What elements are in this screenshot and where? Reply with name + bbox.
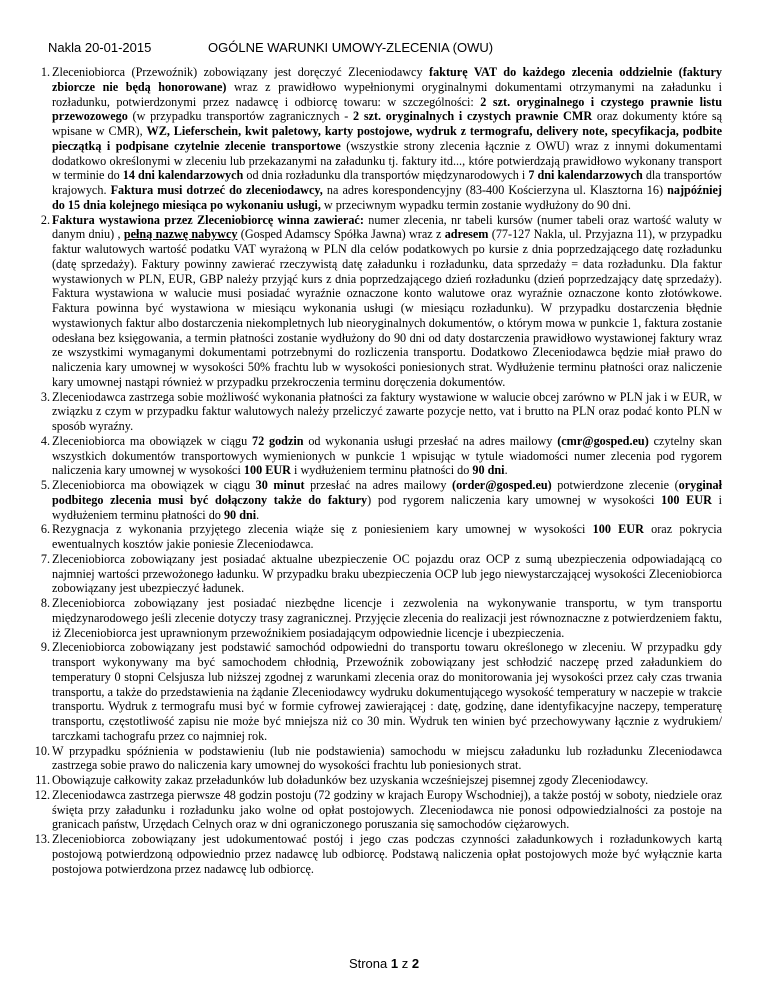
term-text-bold: 2 szt. oryginalnego i czystego prawnie listu przewozowego bbox=[52, 94, 722, 124]
term-text: wraz z prawidłowo wypełnionymi oryginalnymi dokumentami otrzymanymi na załadunku i rozładunku, potwierdzonymi przez nadawcę i odbiorcę towaru: w szczególności: bbox=[52, 79, 722, 109]
term-text-bold bbox=[124, 227, 238, 241]
term-item bbox=[34, 478, 722, 522]
term-item bbox=[34, 65, 722, 213]
term-text-underlined: pełną nazwę nabywcy bbox=[123, 227, 238, 242]
term-number: 8. bbox=[40, 596, 50, 610]
term-number: 4. bbox=[40, 433, 50, 448]
term-number: 11. bbox=[35, 773, 50, 787]
term-text: . bbox=[504, 463, 508, 478]
term-text-bold: (cmr@gosped.eu) bbox=[557, 433, 649, 448]
term-number: 9. bbox=[40, 640, 50, 655]
term-text-bold: adresem bbox=[444, 227, 489, 242]
footer-prefix: Strona bbox=[348, 956, 391, 971]
term-text-bold: 30 minut bbox=[255, 478, 305, 492]
term-text-bold: oryginał podbitego zlecenia musi być dołączony także do faktury bbox=[52, 478, 722, 507]
term-text: Zleceniobiorca (Przewoźnik) zobowiązany jest doręczyć Zleceniodawcy bbox=[52, 65, 430, 79]
term-number: 5. bbox=[40, 478, 50, 492]
term-text: (77-127 Nakla, ul. Przyjazna 11), w przypadku faktur walutowych wartość podatku VAT wyrażoną w PLN dla celów podatkowych po kursie z dnia poprzedzającego datę rozładunku (datę sprzedaży). Faktury powinny zawierać rzeczywistą datę załadunku i rozładunku, data sprzedaży = data rozładunku. Dla faktur wystawionych w PLN, EUR, GBP należy przyjąć kurs z dnia poprzedzającego dzień rozładunku (dzień poprzedzający datę sprzedaży). Faktura wystawiona w walucie musi posiadać wyraźnie oznaczone konto walutowe oraz wyraźnie oznaczone konto złotówkowe. Faktura powinna być wystawiona w miesiącu wykonania usługi (w miesiącu rozładunku). W przypadku dostarczenia błędnie wystawionych faktur albo dostarczenia niekompletnych lub nieoryginalnych dokumentów, o którym mowa w punkcie 1, faktura zostanie odesłana bez księgowania, a termin płatności zostanie wydłużony do 90 dni od daty dostarczenia prawidłowo wystawionej faktury wraz ze wszystkimi wymaganymi dokumentami potrzebnymi do rozliczenia transportu. Dodatkowo Zleceniodawca będzie miał prawo do naliczenia kary umownej w wysokości 50% frachtu lub w wysokości poniesionych strat. Wydłużenie terminu płatności oraz naliczenie kary umownej nastąpi również w przypadku przekroczenia terminu doręczenia dokumentów. bbox=[52, 227, 722, 389]
term-text: potwierdzone zlecenie ( bbox=[551, 478, 679, 492]
term-item bbox=[34, 434, 722, 478]
term-text: ) pod rygorem naliczenia kary umownej w wysokości bbox=[367, 492, 662, 507]
term-text: dla transportów krajowych. bbox=[52, 168, 722, 197]
term-text-bold: 100 EUR bbox=[243, 463, 291, 478]
term-text: oraz dokumenty które są wpisane w CMR), bbox=[52, 109, 722, 138]
page-footer bbox=[0, 956, 768, 971]
term-number: 7. bbox=[40, 551, 50, 566]
term-number: 6. bbox=[40, 522, 50, 537]
term-text: numer zlecenia, nr tabeli kursów (numer tabeli oraz wartość waluty w danym dniu) , bbox=[52, 212, 722, 242]
term-text: Zleceniodawca zastrzega sobie możliwość wykonania płatności za faktury wystawione w walucie obcej zarówno w PLN jak i w EUR, w związku z czym w przypadku faktur walutowych należy przeliczyć zawarte pozycje netto, vat i brutto na PLN oraz podać konto PLN w sposób wyraźny. bbox=[52, 389, 722, 433]
term-item bbox=[34, 522, 722, 552]
term-text-bold: fakturę VAT do każdego zlecenia oddzielnie (faktury zbiorcze nie będą honorowane) bbox=[52, 65, 722, 94]
term-text-bold: 100 EUR bbox=[661, 492, 712, 507]
footer-page-number: 1 bbox=[390, 956, 399, 971]
term-item bbox=[34, 832, 722, 876]
term-text: na adres korespondencyjny (83-400 Kościerzyna ul. Klasztorna 16) bbox=[322, 183, 668, 197]
terms-list bbox=[34, 65, 722, 876]
term-text-bold: Faktura wystawiona przez Zleceniobiorcę winna zawierać: bbox=[52, 212, 364, 227]
term-text: (w przypadku transportów zagranicznych - bbox=[127, 109, 354, 124]
term-number: 1. bbox=[40, 65, 50, 79]
term-item bbox=[34, 390, 722, 434]
term-text-bold: 72 godzin bbox=[251, 433, 304, 448]
term-text: i wydłużeniem terminu płatności do bbox=[52, 492, 723, 522]
term-text-bold: 90 dni bbox=[223, 507, 257, 522]
footer-page-total: 2 bbox=[411, 956, 420, 971]
term-text: Zleceniobiorca zobowiązany jest posiadać aktualne ubezpieczenie OC pojazdu oraz OCP z sumą ubezpieczenia odpowiadającą co najmniej wartości przewożonego ładunku. W przypadku braku ubezpieczenia OCP lub jego niewystarczającej wysokości Zleceniobiorca zobowiązany jest ubezpieczyć ładunek. bbox=[52, 551, 722, 596]
document-number: Nakla 20-01-2015 bbox=[48, 40, 152, 55]
term-text: Zleceniobiorca ma obowiązek w ciągu bbox=[52, 433, 252, 448]
term-item bbox=[34, 788, 722, 832]
term-item bbox=[34, 213, 722, 390]
term-text-bold: najpóźniej do 15 dnia kolejnego miesiąca po wykonaniu usługi, bbox=[52, 183, 722, 212]
term-text: Zleceniobiorca zobowiązany jest podstawić samochód odpowiedni do transportu towaru określonego w zleceniu. W przypadku gdy transport wykonywany ma być samochodem chłodnią, Przewoźnik zobowiązany jest schłodzić naczepę przed załadunkiem do temperatury 0 stopni Celsjusza lub niższej zgodnej z warunkami zlecenia oraz do monitorowania jej wysokości przez cały czas trwania transportu, a także do przedstawienia na żądanie Zleceniodawcy wydruku dokumentującego wysokość temperatury w naczepie w trakcie transportu. Wydruk z termografu musi być w formie cyfrowej zawierającej : datę, godzinę, dane identyfikacyjne naczepy, temperaturę transportu, częstotliwość zapisu nie może być mniejsza niż co 30 min. Wydruk ten winien być przechowywany łącznie z wydrukiem/ tarczkami tachografu przez co najmniej rok. bbox=[52, 640, 722, 743]
term-text: oraz pokrycia ewentualnych kosztów jakie poniesie Zleceniodawca. bbox=[52, 522, 722, 551]
term-item bbox=[34, 596, 722, 640]
term-text: Obowiązuje całkowity zakaz przeładunków lub doładunków bez uzyskania wcześniejszej pisemnej zgody Zleceniodawcy. bbox=[52, 773, 649, 787]
term-text: . bbox=[256, 507, 260, 522]
term-text-bold: 7 dni kalendarzowych bbox=[528, 168, 643, 183]
term-text-bold: (order@gosped.eu) bbox=[452, 478, 552, 492]
term-number: 3. bbox=[40, 389, 50, 404]
term-number: 2. bbox=[40, 212, 50, 227]
term-text: Zleceniobiorca zobowiązany jest posiadać niezbędne licencje i zezwolenia na wykonywanie transportu, w tym transportu międzynarodowego jeśli zlecenie dotyczy trasy zagranicznej. Przyjęcie zlecenia do realizacji jest równoznaczne z potwierdzeniem faktu, iż Zleceniobiorca jest uprawnionym przewoźnikiem posiadającym odpowiednie licencje i ubezpieczenia. bbox=[52, 596, 722, 640]
term-text: czytelny skan wszystkich dokumentów transportowych wymienionych w punkcie 1 wpisując w tytule wiadomości numer zlecenia pod rygorem naliczenia kary umownej w wysokości bbox=[52, 433, 722, 478]
term-text: Rezygnacja z wykonania przyjętego zlecenia wiąże się z poniesieniem kary umownej w wysokości bbox=[52, 522, 593, 537]
term-text: Zleceniobiorca ma obowiązek w ciągu bbox=[52, 478, 256, 492]
term-text: przesłać na adres mailowy bbox=[304, 478, 453, 492]
footer-middle: z bbox=[398, 956, 412, 971]
term-text-bold: WZ, Lieferschein, kwit paletowy, karty postojowe, wydruk z termografu, delivery note, specyfikacja, podbite pieczątką i podpisane czytelnie zlecenie transportowe bbox=[52, 124, 722, 153]
term-text-bold: 2 szt. oryginalnych i czystych prawnie CMR bbox=[353, 109, 593, 124]
term-text: (Gosped Adamscy Spółka Jawna) wraz z bbox=[237, 227, 445, 242]
term-text-bold: 90 dni bbox=[472, 463, 505, 478]
term-text: Zleceniobiorca zobowiązany jest udokumentować postój i jego czas podczas czynności załadunkowych i rozładunkowych kartą postojową potwierdzoną odpowiednio przez nadawcę lub odbiorcę. Podstawą naliczenia opłat postojowych może być wyłącznie karta postojowa potwierdzona przez nadawcę lub odbiorcę. bbox=[52, 832, 722, 876]
term-item bbox=[34, 552, 722, 596]
term-text: W przypadku spóźnienia w podstawieniu (lub nie podstawienia) samochodu w miejscu załadunku lub rozładunku Zleceniodawca zastrzega sobie prawo do naliczenia kary umownej do wysokości frachtu lub poniesionych strat. bbox=[52, 743, 722, 773]
term-number: 13. bbox=[34, 832, 50, 846]
term-text-bold: 100 EUR bbox=[592, 522, 644, 537]
term-item bbox=[34, 773, 722, 788]
term-text-bold: Faktura musi dotrzeć do zleceniodawcy, bbox=[110, 183, 323, 197]
term-text: od wykonania usługi przesłać na adres mailowy bbox=[303, 433, 558, 448]
term-item bbox=[34, 640, 722, 743]
term-text: Zleceniodawca zastrzega pierwsze 48 godzin postoju (72 godziny w krajach Europy Wschodniej), a także postój w soboty, niedziele oraz święta przy załadunku i rozładunku jako wolne od opłat postojowych. Zleceniodawca nie ponosi odpowiedzialności za postoje na granicach państw, Urzędach Celnych oraz w dni ograniczonego poruszania się samochodów ciężarowych. bbox=[52, 787, 722, 832]
term-text: od dnia rozładunku dla transportów międzynarodowych i bbox=[243, 168, 529, 183]
document-title: OGÓLNE WARUNKI UMOWY-ZLECENIA (OWU) bbox=[208, 40, 494, 55]
term-text-bold: 14 dni kalendarzowych bbox=[122, 168, 244, 183]
term-text: i wydłużeniem terminu płatności do bbox=[290, 463, 473, 478]
term-text: w przeciwnym wypadku termin zostanie wydłużony do 90 dni. bbox=[320, 197, 631, 212]
term-text: (wszystkie strony zlecenia łącznie z OWU) wraz z innymi dokumentami dodatkowo określonymi w zleceniu lub przekazanymi na załadunku tj. faktury itd..., które potwierdzają prawidłowo wykonany transport w terminie do bbox=[52, 138, 722, 183]
term-item bbox=[34, 744, 722, 774]
term-number: 12. bbox=[34, 787, 50, 802]
term-number: 10. bbox=[34, 743, 50, 758]
